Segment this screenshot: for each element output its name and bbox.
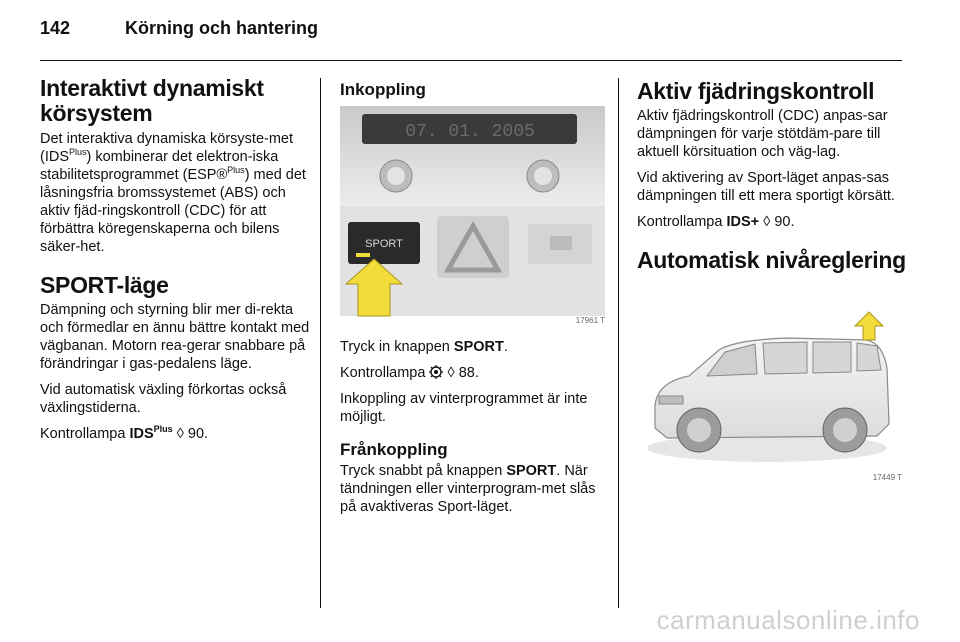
ids-text-3: ) med det låsningsfria bromssystemet (ABS) och aktiv fjäd-ringskontroll (CDC) för att förbättra köregenskaperna och bilens säker-het. [40, 167, 306, 255]
column-divider-1 [320, 78, 321, 608]
section-heading-inkoppling: Inkoppling [340, 80, 426, 99]
dashboard-illustration [340, 106, 605, 326]
page-ref-icon: ◊ [447, 365, 455, 381]
page-ref-icon: ◊ [176, 426, 184, 442]
display-text: 07. 01. 2005 [405, 122, 535, 142]
cdc-indicator-ref [637, 213, 907, 231]
section-heading-frankoppling: Frånkoppling [340, 440, 448, 459]
figure-id: 17449 T [872, 473, 902, 482]
rear-side-window [813, 342, 851, 373]
figure-id: 17961 T [575, 316, 605, 325]
sport-lamp-icon [429, 365, 443, 379]
column-divider-2 [618, 78, 619, 608]
page-header [40, 18, 318, 39]
frankoppling-text [340, 462, 610, 516]
indicator-label: Kontrollampa [40, 426, 130, 442]
section-heading-niva: Automatisk nivåreglering [637, 247, 906, 273]
ids-text-2: ) kombinerar det elektron-iska stabilitetsprogrammet (ESP® [40, 149, 279, 183]
car-figure [637, 278, 902, 493]
headlight [659, 396, 683, 404]
sport-paragraph-1: Dämpning och styrning blir mer di-rekta och förmedlar en ännu bättre kontakt med vägbanan. Motorn rea-gerar snabbare på förändringar i gas-pedalens läge. [40, 302, 310, 372]
sport-bold: SPORT [506, 463, 557, 479]
sport-paragraph-2: Vid automatisk växling förkortas också växlingstiderna. [40, 382, 287, 416]
column-2 [340, 70, 610, 524]
car-illustration [637, 278, 902, 493]
front-side-window [763, 342, 807, 374]
plus-superscript: Plus [227, 165, 245, 176]
page-ref-link[interactable]: 88. [458, 365, 479, 381]
sport-bold: SPORT [453, 339, 504, 355]
sport-button-label: SPORT [365, 238, 403, 250]
cdc-paragraph-2: Vid aktivering av Sport-läget anpas-sas dämpningen till ett mera sportigt körsätt. [637, 170, 895, 204]
sport-indicator-ref [40, 425, 310, 443]
plus-superscript: Plus [69, 147, 87, 158]
press-sport-text [340, 338, 610, 356]
section-heading-ids: Interaktivt dynamiskt körsystem [40, 75, 264, 126]
ids-plus-bold: IDS+ [726, 214, 760, 230]
column-3 [637, 70, 907, 505]
switch-symbol-icon [550, 236, 572, 250]
indicator-label: Kontrollampa [340, 365, 430, 381]
page-ref-icon: ◊ [763, 214, 771, 230]
cdc-paragraph-1: Aktiv fjädringskontroll (CDC) anpas-sar dämpningen för varje stötdäm-pare till aktuell körsituation och väg-lag. [637, 108, 888, 160]
ids-paragraph [40, 130, 310, 256]
press-short-text: Tryck snabbt på knappen [340, 463, 507, 479]
period: . [503, 339, 508, 355]
indicator-label: Kontrollampa [637, 214, 727, 230]
column-1 [40, 70, 310, 451]
header-divider [40, 60, 902, 61]
page-number: 142 [40, 18, 71, 38]
press-text: Tryck in knappen [340, 339, 454, 355]
indicator-ref-text [340, 364, 610, 382]
section-heading-sport: SPORT-läge [40, 272, 169, 298]
ids-plus-bold: IDS [129, 426, 154, 442]
section-heading-cdc: Aktiv fjädringskontroll [637, 78, 875, 104]
ids-text-1: Det interaktiva dynamiska körsyste-met (IDS [40, 131, 294, 165]
rear-quarter-window [857, 343, 881, 371]
watermark: carmanualsonline.info [656, 605, 920, 635]
winter-program-text: Inkoppling av vinterprogrammet är inte möjligt. [340, 391, 588, 425]
chapter-title: Körning och hantering [125, 18, 319, 38]
deactivation-text: . När tändningen eller vinterprogram-met slås på avaktiveras Sport-läget. [340, 463, 596, 515]
page-ref-link[interactable]: 90. [774, 214, 795, 230]
plus-superscript: Plus [153, 424, 173, 435]
sport-button-figure [340, 106, 605, 326]
sport-led [356, 253, 370, 257]
page-ref-link[interactable]: 90. [187, 426, 209, 442]
